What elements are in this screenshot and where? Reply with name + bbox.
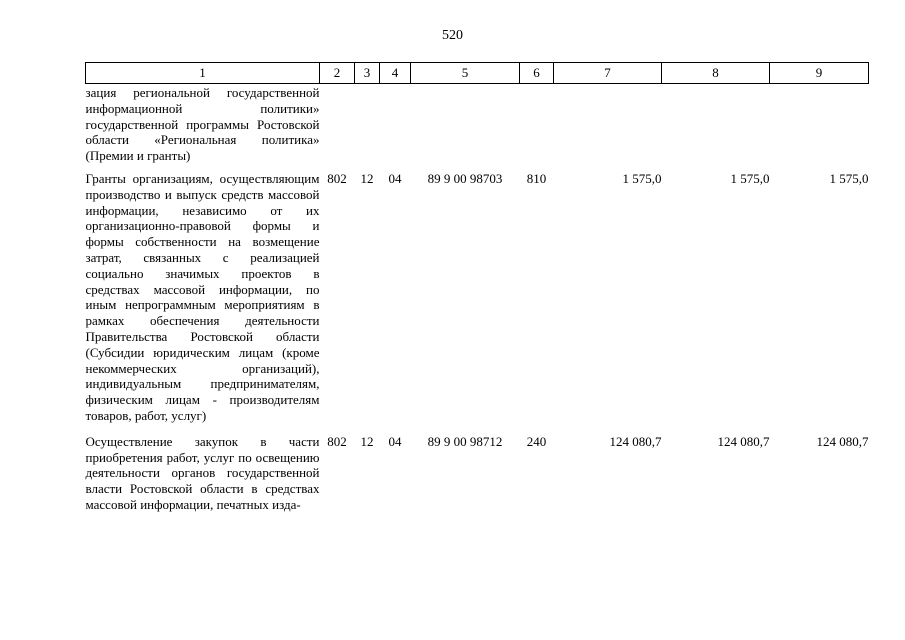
column-header: 7 bbox=[554, 63, 662, 84]
cell-subsection bbox=[380, 84, 411, 164]
budget-table bbox=[85, 62, 869, 513]
cell-amount-col9 bbox=[770, 84, 869, 164]
cell-subsection: 04 bbox=[388, 170, 402, 186]
cell-amount-col9: 124 080,7 bbox=[816, 433, 869, 449]
row-description: зация региональной государственной информационной политики» государственной программы Ростовской области «Региональная политика» (Премии и гранты) bbox=[85, 85, 320, 164]
column-header: 9 bbox=[770, 63, 869, 84]
column-header: 1 bbox=[86, 63, 320, 84]
cell-section: 12 bbox=[360, 170, 374, 186]
page-number: 520 bbox=[442, 28, 463, 43]
cell-expense-type: 810 bbox=[526, 170, 547, 186]
cell-target-article bbox=[411, 84, 520, 164]
cell-expense-type: 240 bbox=[526, 433, 547, 449]
row-description: Осуществление закупок в части приобретения работ, услуг по освещению деятельности органов государственной власти Ростовской области в средствах массовой информации, печатных изда- bbox=[85, 433, 320, 512]
cell-amount-col8 bbox=[662, 84, 770, 164]
cell-ministry bbox=[320, 84, 355, 164]
column-header: 6 bbox=[520, 63, 554, 84]
column-header: 8 bbox=[662, 63, 770, 84]
cell-target-article: 89 9 00 98712 bbox=[427, 433, 503, 449]
table-row bbox=[86, 424, 869, 513]
cell-ministry: 802 bbox=[327, 170, 347, 186]
cell-expense-type bbox=[520, 84, 554, 164]
cell-target-article: 89 9 00 98703 bbox=[427, 170, 503, 186]
column-header: 5 bbox=[411, 63, 520, 84]
cell-subsection: 04 bbox=[388, 433, 402, 449]
cell-section: 12 bbox=[360, 433, 374, 449]
cell-amount-col8: 124 080,7 bbox=[717, 433, 770, 449]
column-header: 2 bbox=[320, 63, 355, 84]
table-row bbox=[86, 84, 869, 164]
cell-amount-col7 bbox=[554, 84, 662, 164]
column-header: 3 bbox=[355, 63, 380, 84]
cell-section bbox=[355, 84, 380, 164]
cell-amount-col7: 124 080,7 bbox=[609, 433, 662, 449]
table-row bbox=[86, 164, 869, 424]
cell-ministry: 802 bbox=[327, 433, 347, 449]
row-description: Гранты организациям, осуществляющим производство и выпуск средств массовой информации, независимо от их организационно-правовой формы и формы собственности на возмещение затрат, связанных с реализацией социально значимых проектов в средствах массовой информации, по иным непрограммным мероприятиям в рамках обеспечения деятельности Правительства Ростовской области (Субсидии юридическим лицам (кроме некоммерческих организаций), индивидуальным предпринимателям, физическим лицам - производителям товаров, работ, услуг) bbox=[85, 170, 320, 423]
column-header: 4 bbox=[380, 63, 411, 84]
cell-amount-col8: 1 575,0 bbox=[730, 170, 770, 186]
cell-amount-col7: 1 575,0 bbox=[622, 170, 662, 186]
table-header-row bbox=[86, 63, 869, 84]
cell-amount-col9: 1 575,0 bbox=[829, 170, 869, 186]
